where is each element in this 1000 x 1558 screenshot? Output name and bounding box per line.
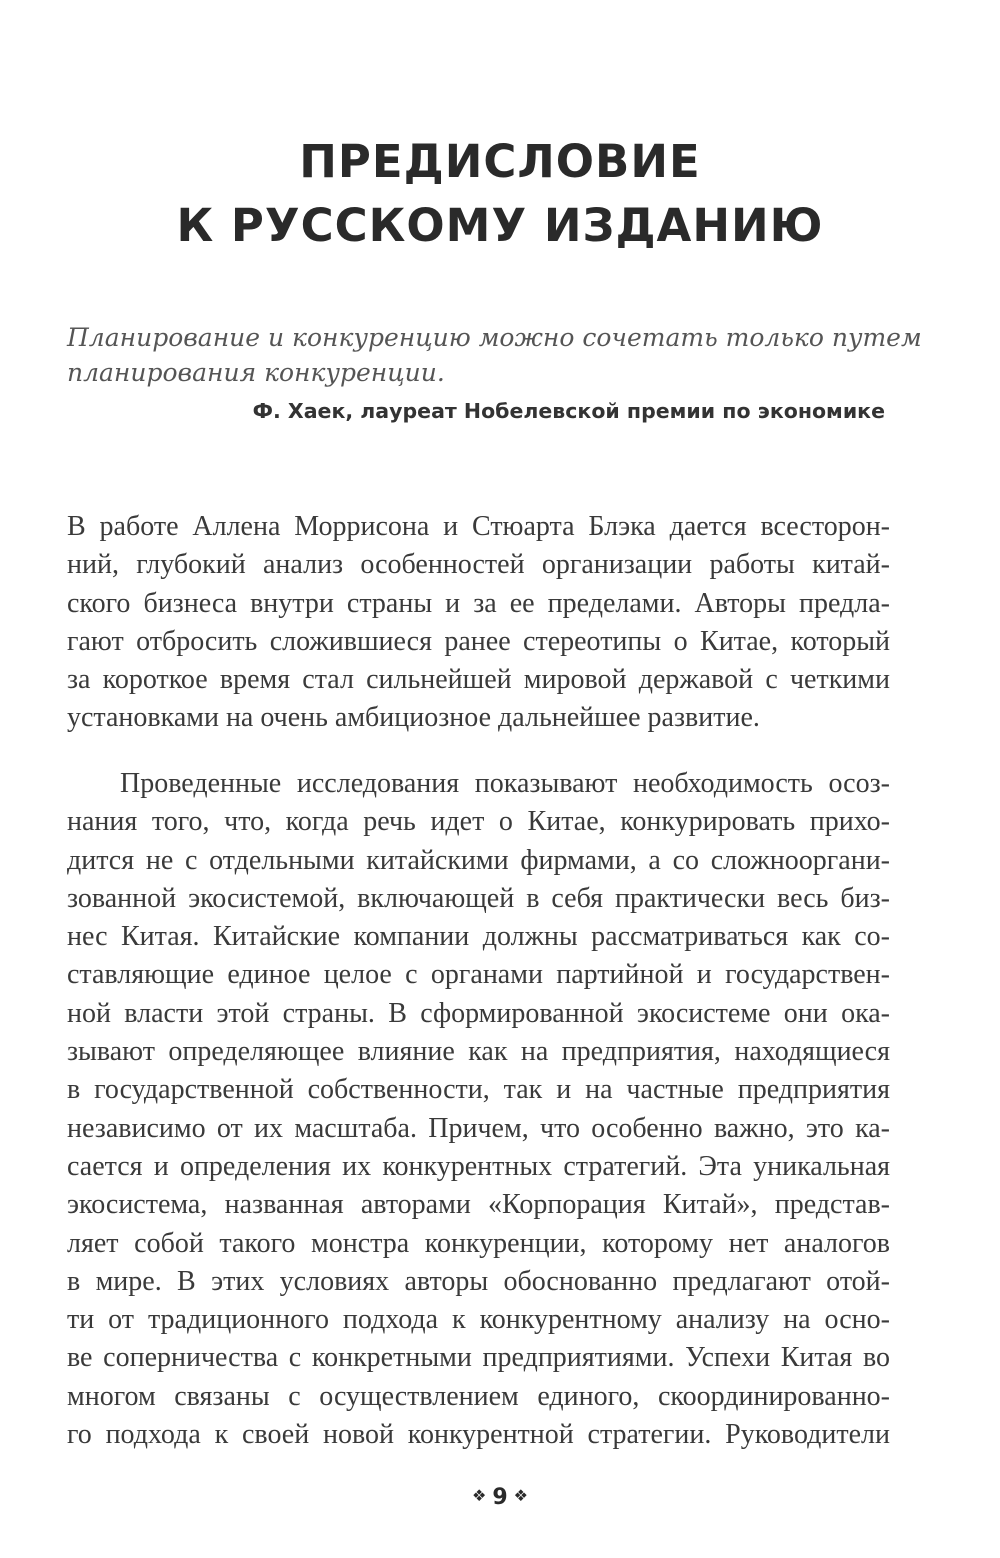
- text-line: установками на очень амбициозное дальнейшее развитие.: [67, 702, 760, 734]
- page-number-footer: [0, 1483, 1000, 1513]
- text-line: ляет собой такого монстра конкуренции, которому нет аналогов: [67, 1227, 890, 1259]
- ornament-icon: ❖: [513, 1486, 528, 1505]
- epigraph-quote-line: планирования конкуренции.: [67, 358, 445, 387]
- text-line: ского бизнеса внутри страны и за ее пределами. Авторы предла-: [67, 587, 890, 619]
- text-line: сается и определения их конкурентных стратегий. Эта уникальная: [67, 1150, 890, 1182]
- chapter-title-line-1: ПРЕДИСЛОВИЕ: [299, 135, 701, 188]
- text-line: зованной экосистемой, включающей в себя практически весь биз-: [67, 882, 890, 914]
- text-line: многом связаны с осуществлением единого, скоординированно-: [67, 1380, 890, 1412]
- page-number: 9: [492, 1485, 508, 1510]
- text-line: ний, глубокий анализ особенностей организации работы китай-: [67, 549, 890, 581]
- chapter-title-line-2: К РУССКОМУ ИЗДАНИЮ: [176, 199, 824, 252]
- text-line: зывают определяющее влияние как на предприятия, находящиеся: [67, 1036, 890, 1068]
- text-line: экосистема, названная авторами «Корпорация Китай», представ-: [67, 1189, 890, 1221]
- paragraph-1: [67, 508, 890, 738]
- text-line: в мире. В этих условиях авторы обоснованно предлагают отой-: [67, 1265, 890, 1297]
- text-line: независимо от их масштаба. Причем, что особенно важно, это ка-: [67, 1112, 890, 1144]
- text-line: ставляющие единое целое с органами партийной и государствен-: [67, 959, 890, 991]
- paragraph-2: [67, 765, 890, 1454]
- text-line: Проведенные исследования показывают необходимость осоз-: [120, 768, 890, 799]
- ornament-icon: ❖: [472, 1486, 487, 1505]
- text-line: нания того, что, когда речь идет о Китае, конкурировать прихо-: [67, 806, 890, 838]
- text-line: ве соперничества с конкретными предприятиями. Успехи Китая во: [67, 1342, 890, 1374]
- text-line: нес Китая. Китайские компании должны рассматриваться как со-: [67, 921, 890, 953]
- text-line: го подхода к своей новой конкурентной стратегии. Руководители: [67, 1419, 890, 1451]
- text-line: за короткое время стал сильнейшей мировой державой с четкими: [67, 664, 890, 696]
- text-line: ной власти этой страны. В сформированной экосистеме они ока-: [67, 997, 890, 1029]
- text-line: В работе Аллена Моррисона и Стюарта Блэка дается всесторон-: [67, 511, 890, 542]
- text-line: дится не с отдельными китайскими фирмами, а со сложнооргани-: [67, 844, 890, 876]
- text-line: гают отбросить сложившиеся ранее стереотипы о Китае, который: [67, 625, 890, 657]
- text-line: ти от традиционного подхода к конкурентному анализу на осно-: [67, 1304, 890, 1336]
- text-line: в государственной собственности, так и на частные предприятия: [67, 1074, 890, 1106]
- epigraph-quote-line: Планирование и конкуренцию можно сочетать только путем: [67, 323, 922, 352]
- chapter-title: [0, 130, 1000, 258]
- epigraph-attribution: Ф. Хаек, лауреат Нобелевской премии по экономике: [252, 399, 885, 423]
- epigraph-quote: [67, 320, 922, 390]
